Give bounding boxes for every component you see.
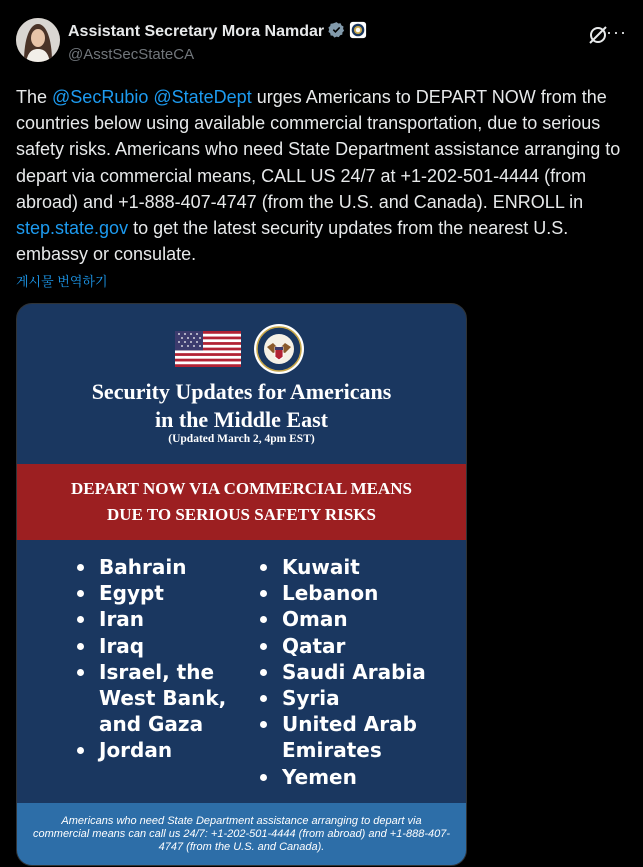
banner-line2: DUE TO SERIOUS SAFETY RISKS [107, 505, 376, 524]
tweet-header [16, 18, 627, 66]
country-item: Saudi Arabia [260, 659, 460, 685]
country-list-left [77, 554, 252, 764]
card-title [17, 378, 466, 434]
tweet-text [16, 84, 632, 267]
state-department-seal-icon [349, 21, 367, 44]
card-title-line2: in the Middle East [155, 407, 328, 432]
country-list-right [260, 554, 460, 790]
card-footer-text: Americans who need State Department assistance arranging to depart via commercial means can call us 24/7: +1-202-501-4444 (from abroad) and +1-888-407-4747 (from the U.S. and Canada). [33, 814, 451, 853]
media-image[interactable] [16, 303, 467, 866]
country-item: Lebanon [260, 580, 460, 606]
country-item: Iran [77, 606, 252, 632]
card-footer [17, 803, 466, 865]
card-title-line1: Security Updates for Americans [91, 379, 392, 404]
country-item: Iraq [77, 633, 252, 659]
tweet-text-after: to get the latest security updates from the nearest U.S. embassy or consulate. [16, 218, 569, 265]
country-item: Kuwait [260, 554, 460, 580]
country-item: Bahrain [77, 554, 252, 580]
tweet-text-middle: urges Americans to DEPART NOW from the countries below using available commercial transportation, due to serious safety risks. Americans who need State Department assistance arranging to depart via commercial means, CALL US 24/7 at +1-202-501-4444 (from abroad) and +1-888-407-4747 (from the U.S. and Canada). ENROLL in [16, 87, 621, 212]
author-info [68, 22, 367, 63]
country-item: Oman [260, 606, 460, 632]
more-options-icon[interactable]: ··· [606, 22, 627, 42]
country-item: Qatar [260, 633, 460, 659]
country-item: Jordan [77, 737, 252, 763]
country-item: Egypt [77, 580, 252, 606]
translate-post-link[interactable]: 게시물 번역하기 [16, 274, 108, 289]
step-link[interactable]: step.state.gov [16, 218, 129, 239]
banner-line1: DEPART NOW VIA COMMERCIAL MEANS [70, 479, 412, 498]
mention-secrubio[interactable]: @SecRubio [52, 87, 149, 107]
author-avatar[interactable] [16, 18, 60, 62]
tweet-text-before: The [16, 87, 53, 107]
author-name[interactable]: Assistant Secretary Mora Namdar [68, 23, 325, 40]
author-handle[interactable]: @AsstSecStateCA [68, 46, 195, 63]
country-item: Yemen [260, 764, 460, 790]
country-item: Syria [260, 685, 460, 711]
country-item: Israel, the West Bank, and Gaza [77, 659, 252, 738]
card-subtitle: (Updated March 2, 4pm EST) [168, 433, 315, 445]
verified-badge-icon[interactable] [328, 21, 345, 43]
mention-statedept[interactable]: @StateDept [153, 87, 252, 107]
depart-banner [17, 464, 466, 540]
country-item: United Arab Emirates [260, 711, 460, 763]
